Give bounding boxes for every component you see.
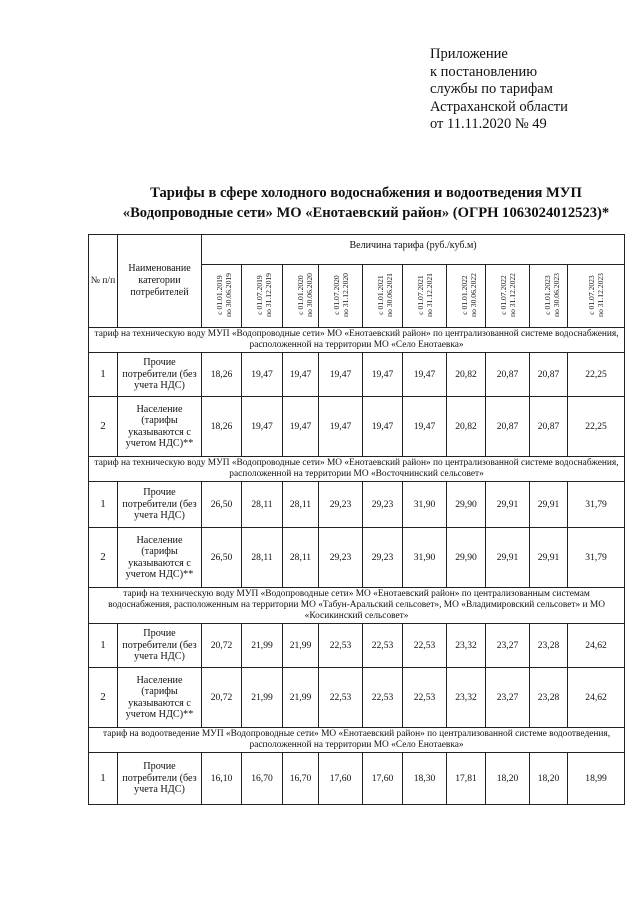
tariff-value: 22,53	[319, 624, 363, 668]
tariff-value: 22,53	[403, 624, 447, 668]
period-end: по 30.06.2021	[384, 273, 394, 318]
tariff-value: 20,82	[447, 353, 486, 397]
tariff-value: 16,70	[283, 753, 319, 805]
tariff-value: 29,91	[486, 528, 530, 588]
tariff-value: 19,47	[283, 397, 319, 457]
tariff-value: 18,30	[403, 753, 447, 805]
tariff-value: 26,50	[202, 482, 242, 528]
period-end: по 31.12.2022	[507, 273, 517, 318]
tariff-table	[88, 234, 625, 805]
period-start: с 01.01.2020	[295, 275, 305, 315]
tariff-value: 16,70	[242, 753, 283, 805]
tariff-value: 28,11	[283, 482, 319, 528]
tariff-value: 21,99	[242, 668, 283, 728]
tariff-value: 23,28	[530, 624, 568, 668]
tariff-value: 24,62	[568, 624, 625, 668]
tariff-value: 22,53	[363, 624, 403, 668]
tariff-value: 22,53	[403, 668, 447, 728]
row-number: 1	[89, 753, 118, 805]
period-header	[447, 265, 486, 328]
tariff-value: 18,26	[202, 397, 242, 457]
tariff-value: 18,20	[530, 753, 568, 805]
tariff-value: 20,72	[202, 668, 242, 728]
period-start: с 01.01.2021	[375, 275, 385, 315]
tariff-value: 19,47	[403, 353, 447, 397]
tariff-value: 22,53	[319, 668, 363, 728]
tariff-value: 23,28	[530, 668, 568, 728]
tariff-value: 20,87	[486, 353, 530, 397]
header-line: Приложение	[430, 46, 508, 62]
period-header	[363, 265, 403, 328]
table-row	[89, 528, 625, 588]
tariff-value: 18,26	[202, 353, 242, 397]
tariff-value: 21,99	[242, 624, 283, 668]
period-start: с 01.07.2022	[498, 275, 508, 315]
period-start: с 01.01.2019	[214, 275, 224, 315]
period-end: по 31.12.2021	[424, 273, 434, 318]
header-line: Астраханской области	[430, 98, 568, 115]
tariff-value: 17,60	[363, 753, 403, 805]
table-row	[89, 624, 625, 668]
document-title	[86, 183, 640, 223]
tariff-value: 29,23	[363, 482, 403, 528]
tariff-value: 29,91	[486, 482, 530, 528]
period-end: по 30.06.2022	[468, 273, 478, 318]
period-header	[202, 265, 242, 328]
section-title: тариф на техническую воду МУП «Водопроводные сети» МО «Енотаевский район» по централизованной системе водоснабжения, расположенной на территории МО «Село Енотаевка»	[89, 328, 625, 353]
section-row	[89, 328, 625, 353]
tariff-value: 20,87	[486, 397, 530, 457]
consumer-category: Население (тарифы указываются с учетом НДС)**	[118, 668, 202, 728]
tariff-value: 18,99	[568, 753, 625, 805]
tariff-value: 21,99	[283, 668, 319, 728]
period-end: по 31.12.2020	[340, 273, 350, 318]
tariff-value: 28,11	[242, 482, 283, 528]
section-row	[89, 457, 625, 482]
consumer-category: Прочие потребители (без учета НДС)	[118, 482, 202, 528]
section-row	[89, 588, 625, 624]
period-header	[283, 265, 319, 328]
tariff-value: 29,90	[447, 482, 486, 528]
tariff-value: 18,20	[486, 753, 530, 805]
tariff-value: 29,23	[363, 528, 403, 588]
tariff-value: 31,90	[403, 528, 447, 588]
consumer-category: Население (тарифы указываются с учетом НДС)**	[118, 528, 202, 588]
period-header	[530, 265, 568, 328]
period-start: с 01.07.2021	[415, 275, 425, 315]
title-line-2: «Водопроводные сети» МО «Енотаевский район» (ОГРН 1063024012523)*	[122, 205, 610, 221]
column-header-number: № п/п	[89, 235, 118, 328]
period-start: с 01.07.2019	[254, 275, 264, 315]
appendix-header	[430, 46, 568, 134]
consumer-category: Прочие потребители (без учета НДС)	[118, 753, 202, 805]
period-header	[319, 265, 363, 328]
tariff-value: 20,72	[202, 624, 242, 668]
tariff-value: 22,25	[568, 353, 625, 397]
table-row	[89, 353, 625, 397]
table-row	[89, 668, 625, 728]
consumer-category: Прочие потребители (без учета НДС)	[118, 624, 202, 668]
tariff-value: 19,47	[283, 353, 319, 397]
row-number: 1	[89, 624, 118, 668]
consumer-category: Население (тарифы указываются с учетом НДС)**	[118, 397, 202, 457]
tariff-value: 17,81	[447, 753, 486, 805]
row-number: 1	[89, 353, 118, 397]
header-line: к постановлению	[430, 63, 538, 80]
tariff-value: 23,32	[447, 624, 486, 668]
tariff-value: 28,11	[283, 528, 319, 588]
period-start: с 01.07.2020	[331, 275, 341, 315]
section-title: тариф на техническую воду МУП «Водопроводные сети» МО «Енотаевский район» по централизованной системе водоснабжения, расположенной на территории МО «Восточнинский сельсовет»	[89, 457, 625, 482]
period-header	[242, 265, 283, 328]
tariff-value: 20,87	[530, 353, 568, 397]
tariff-value: 16,10	[202, 753, 242, 805]
tariff-value: 23,27	[486, 624, 530, 668]
tariff-value: 19,47	[403, 397, 447, 457]
tariff-value: 17,60	[319, 753, 363, 805]
tariff-value: 21,99	[283, 624, 319, 668]
period-start: с 01.07.2023	[587, 275, 597, 315]
period-end: по 30.06.2019	[223, 273, 233, 318]
tariff-value: 19,47	[242, 397, 283, 457]
tariff-value: 20,82	[447, 397, 486, 457]
tariff-value: 19,47	[363, 397, 403, 457]
tariff-value: 31,90	[403, 482, 447, 528]
title-line-1: Тарифы в сфере холодного водоснабжения и водоотведения МУП	[150, 185, 582, 201]
period-end: по 30.06.2023	[551, 273, 561, 318]
tariff-value: 19,47	[363, 353, 403, 397]
period-header	[486, 265, 530, 328]
row-number: 2	[89, 528, 118, 588]
tariff-value: 29,91	[530, 482, 568, 528]
tariff-value: 26,50	[202, 528, 242, 588]
header-line: от 11.11.2020 № 49	[430, 116, 547, 133]
period-header	[568, 265, 625, 328]
period-header	[403, 265, 447, 328]
table-row	[89, 482, 625, 528]
table-row	[89, 397, 625, 457]
tariff-value: 22,53	[363, 668, 403, 728]
tariff-value: 28,11	[242, 528, 283, 588]
section-row	[89, 728, 625, 753]
table-row	[89, 753, 625, 805]
row-number: 1	[89, 482, 118, 528]
tariff-value: 19,47	[319, 353, 363, 397]
consumer-category: Прочие потребители (без учета НДС)	[118, 353, 202, 397]
tariff-value: 20,87	[530, 397, 568, 457]
tariff-value: 29,90	[447, 528, 486, 588]
tariff-value: 24,62	[568, 668, 625, 728]
column-header-category: Наименование категории потребителей	[118, 235, 202, 328]
period-end: по 31.12.2023	[596, 273, 606, 318]
tariff-value: 29,23	[319, 528, 363, 588]
period-start: с 01.01.2023	[542, 275, 552, 315]
tariff-value: 29,91	[530, 528, 568, 588]
tariff-value: 23,27	[486, 668, 530, 728]
tariff-value: 19,47	[242, 353, 283, 397]
period-end: по 30.06.2020	[304, 273, 314, 318]
tariff-value: 31,79	[568, 528, 625, 588]
tariff-value: 19,47	[319, 397, 363, 457]
tariff-value: 31,79	[568, 482, 625, 528]
row-number: 2	[89, 397, 118, 457]
period-start: с 01.01.2022	[459, 275, 469, 315]
row-number: 2	[89, 668, 118, 728]
column-header-tariff-value: Величина тарифа (руб./куб.м)	[202, 235, 625, 265]
period-end: по 31.12.2019	[263, 273, 273, 318]
tariff-value: 23,32	[447, 668, 486, 728]
section-title: тариф на техническую воду МУП «Водопроводные сети» МО «Енотаевский район» по централизованным системам водоснабжения, расположенным на территории МО «Табун-Аральский сельсовет», МО «Владимировский сельсовет» и МО «Косикинский сельсовет»	[89, 588, 625, 624]
tariff-value: 29,23	[319, 482, 363, 528]
tariff-value: 22,25	[568, 397, 625, 457]
header-line: службы по тарифам	[430, 81, 553, 98]
section-title: тариф на водоотведение МУП «Водопроводные сети» МО «Енотаевский район» по централизованной системе водоотведения, расположенной на территории МО «Село Енотаевка»	[89, 728, 625, 753]
